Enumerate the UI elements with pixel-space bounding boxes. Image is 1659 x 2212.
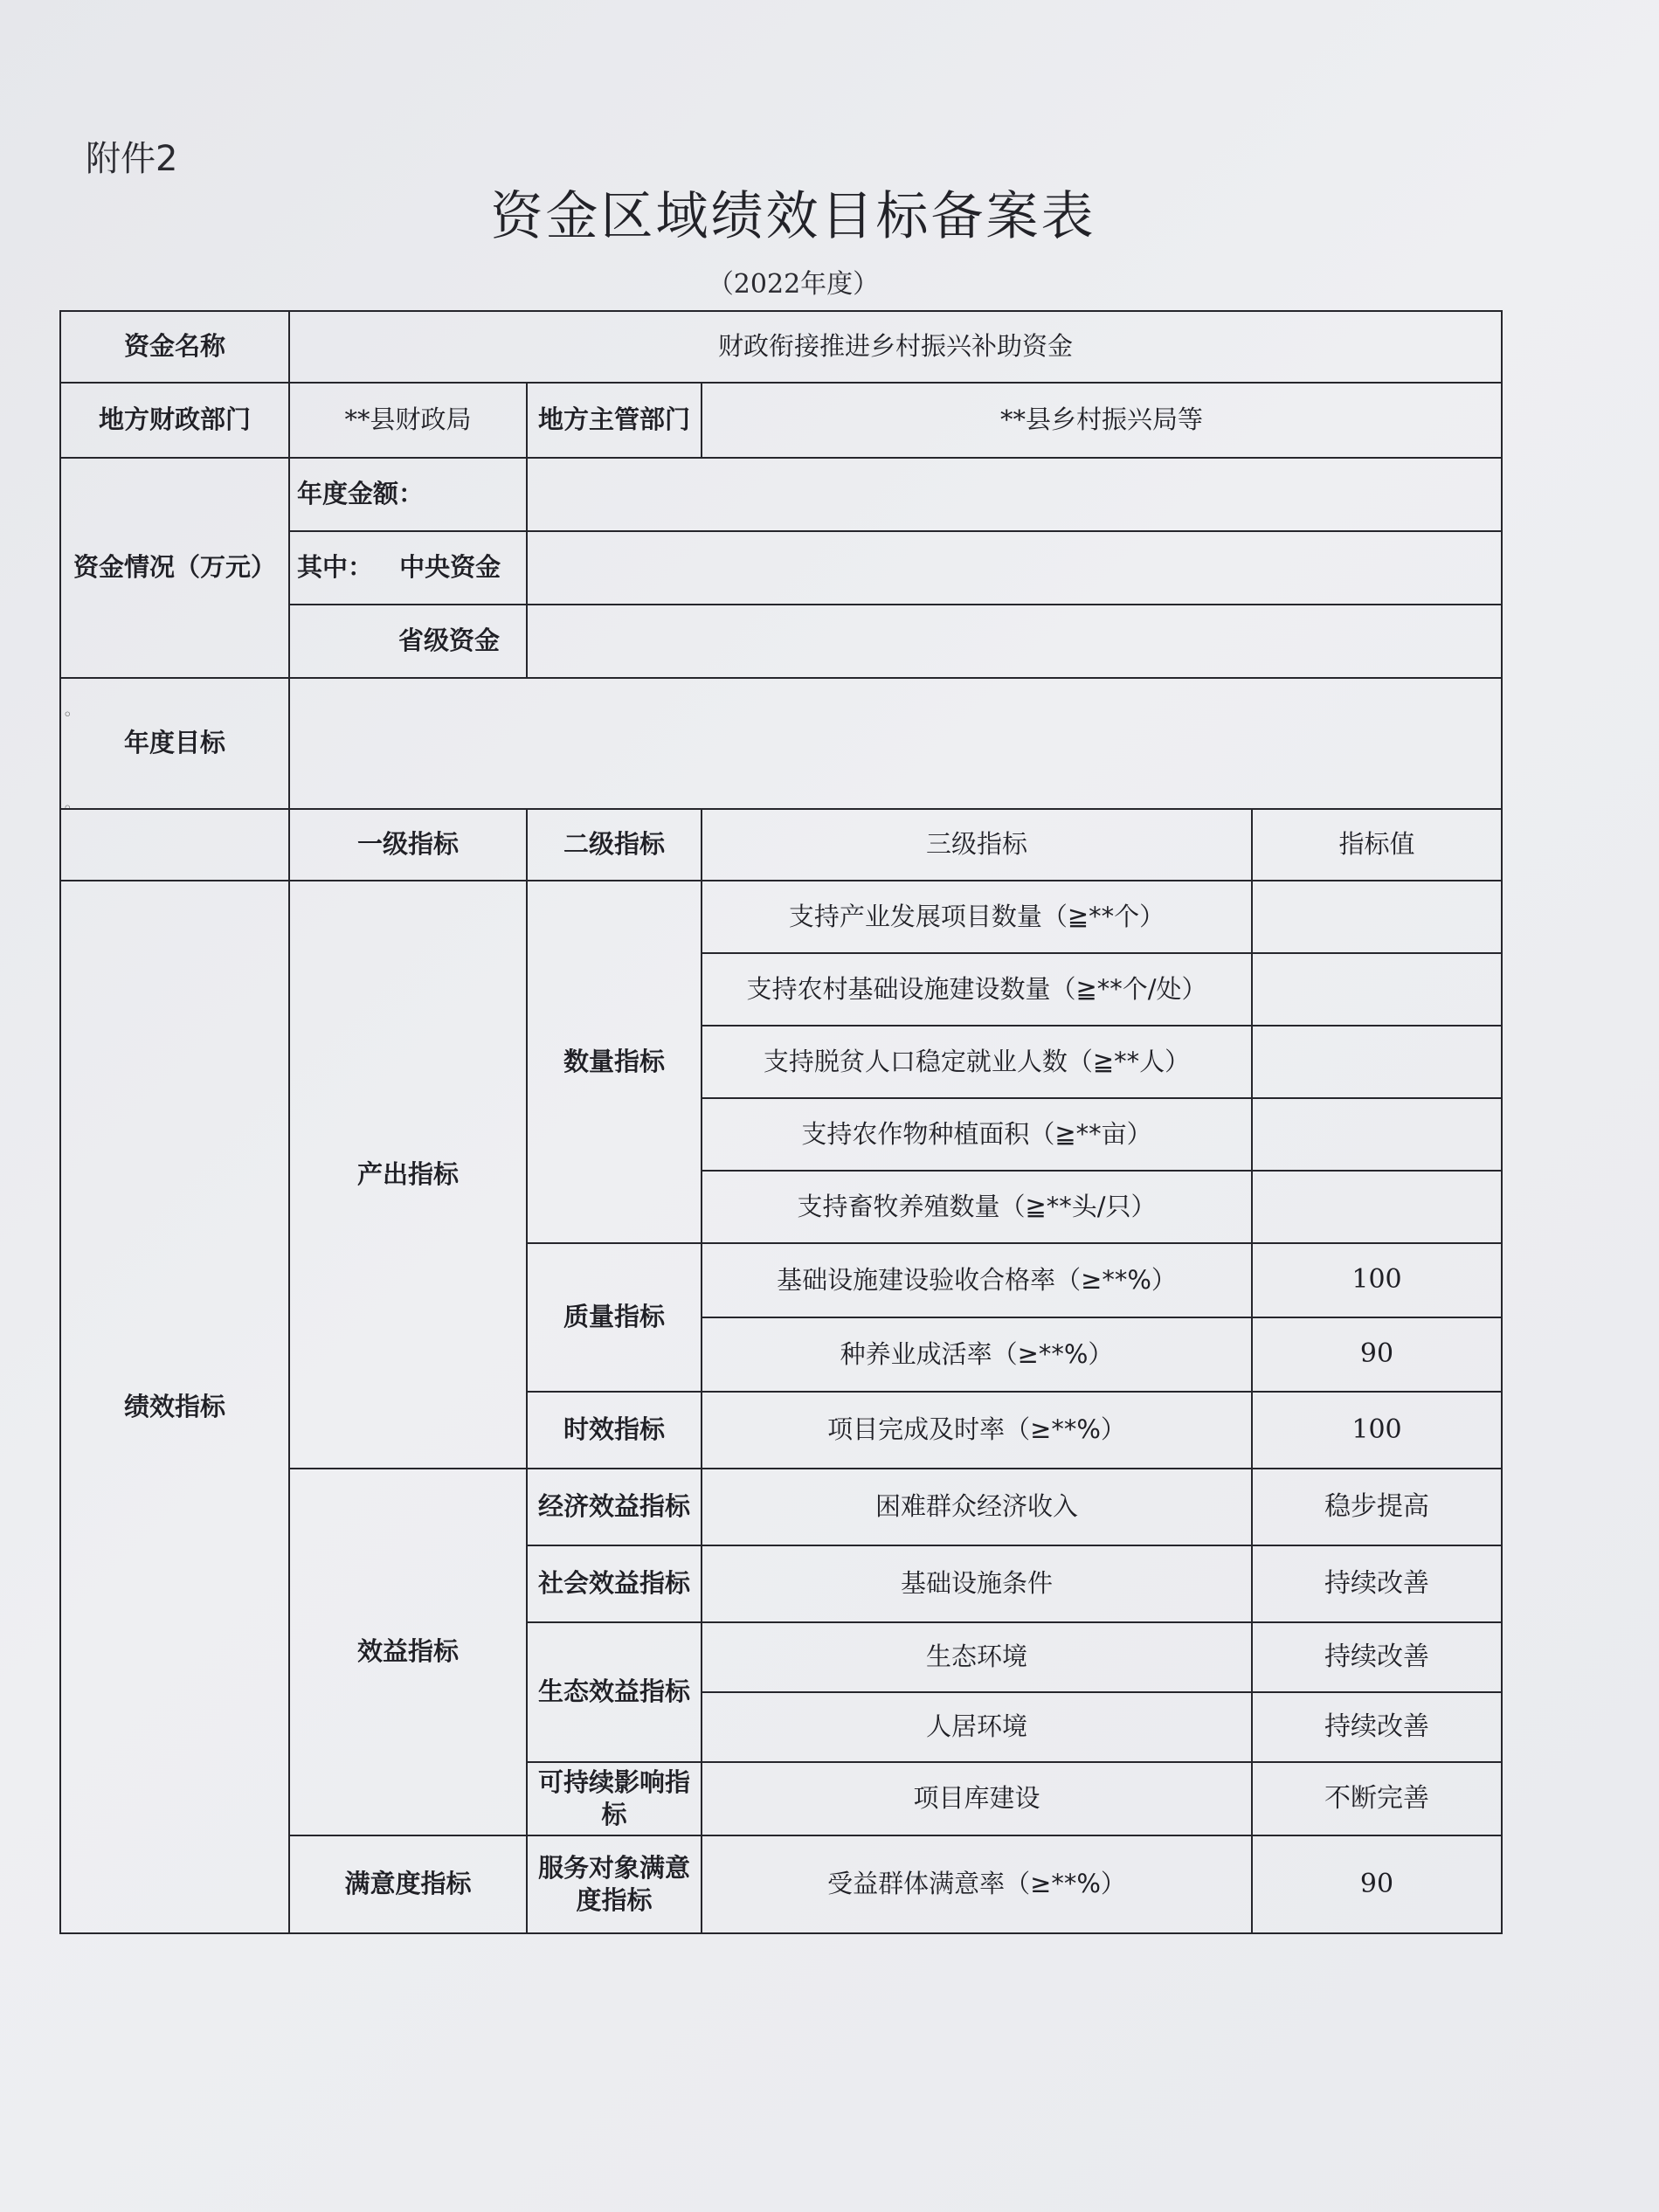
level1-header: 一级指标 [289,809,527,881]
value-cell: 100 [1252,1392,1502,1469]
value-cell: 不断完善 [1252,1762,1502,1835]
central-label: 中央资金 [399,552,501,583]
level3-cell: 支持脱贫人口稳定就业人数（≧**人） [702,1026,1252,1098]
level3-cell: 种养业成活率（≥**%） [702,1317,1252,1392]
level3-cell: 支持畜牧养殖数量（≧**头/只） [702,1171,1252,1243]
indicator-header-row [60,809,1502,881]
level3-cell: 基础设施建设验收合格率（≥**%） [702,1243,1252,1317]
local-finance-value: **县财政局 [289,383,527,458]
level3-cell: 支持农作物种植面积（≧**亩） [702,1098,1252,1171]
level3-cell: 人居环境 [702,1692,1252,1762]
level3-cell: 受益群体满意率（≥**%） [702,1835,1252,1933]
punch-mark-icon: ◦ [63,706,73,724]
value-cell [1252,1098,1502,1171]
central-funds-value [527,531,1502,605]
annual-amount-value [527,458,1502,531]
funds-annual-row [60,458,1502,531]
performance-label: 绩效指标 [60,881,289,1933]
annual-amount-label: 年度金额： [289,458,527,531]
benefit-indicator-label: 效益指标 [289,1469,527,1835]
value-cell [1252,1171,1502,1243]
level3-header: 三级指标 [702,809,1252,881]
level3-cell: 生态环境 [702,1622,1252,1692]
value-header: 指标值 [1252,809,1502,881]
provincial-funds-value [527,605,1502,678]
value-cell: 90 [1252,1317,1502,1392]
value-cell [1252,953,1502,1026]
economic-indicator-label: 经济效益指标 [527,1469,702,1545]
document-page [51,0,1536,2212]
local-authority-value: **县乡村振兴局等 [702,383,1502,458]
funds-label-text: 资金情况（万元） [73,552,276,583]
level3-cell: 支持产业发展项目数量（≧**个） [702,881,1252,953]
level3-cell: 支持农村基础设施建设数量（≧**个/处） [702,953,1252,1026]
service-satisfaction-indicator-label: 服务对象满意度指标 [527,1835,702,1933]
level3-cell: 项目库建设 [702,1762,1252,1835]
punch-mark-icon: ◦ [63,799,73,818]
table-row [60,881,1502,953]
value-cell [1252,1026,1502,1098]
attachment-label: 附件2 [86,139,178,179]
quantity-indicator-label: 数量指标 [527,881,702,1243]
fund-name-label: 资金名称 [60,311,289,383]
ecological-indicator-label: 生态效益指标 [527,1622,702,1762]
value-cell: 持续改善 [1252,1545,1502,1622]
document-year: （2022年度） [707,269,880,300]
annual-goal-label: 年度目标 [60,678,289,809]
value-cell: 100 [1252,1243,1502,1317]
level3-cell: 困难群众经济收入 [702,1469,1252,1545]
document-title: 资金区域绩效目标备案表 [490,186,1096,247]
local-authority-label: 地方主管部门 [527,383,702,458]
performance-target-table [59,310,1503,1934]
central-funds-label [289,531,527,605]
annual-goal-row [60,678,1502,809]
value-cell: 持续改善 [1252,1622,1502,1692]
fund-name-value: 财政衔接推进乡村振兴补助资金 [289,311,1502,383]
funds-label [60,458,289,678]
social-indicator-label: 社会效益指标 [527,1545,702,1622]
value-cell: 稳步提高 [1252,1469,1502,1545]
local-finance-label: 地方财政部门 [60,383,289,458]
level3-cell: 基础设施条件 [702,1545,1252,1622]
timeliness-indicator-label: 时效指标 [527,1392,702,1469]
provincial-funds-label: 省级资金 [289,605,527,678]
fund-name-row [60,311,1502,383]
annual-goal-value [289,678,1502,809]
value-cell [1252,881,1502,953]
value-cell: 90 [1252,1835,1502,1933]
quality-indicator-label: 质量指标 [527,1243,702,1392]
department-row [60,383,1502,458]
value-cell: 持续改善 [1252,1692,1502,1762]
sustainable-indicator-label: 可持续影响指标 [527,1762,702,1835]
level3-cell: 项目完成及时率（≥**%） [702,1392,1252,1469]
output-indicator-label: 产出指标 [289,881,527,1469]
central-prefix: 其中： [297,552,374,583]
level2-header: 二级指标 [527,809,702,881]
indicator-header-blank [60,809,289,881]
satisfaction-indicator-label: 满意度指标 [289,1835,527,1933]
